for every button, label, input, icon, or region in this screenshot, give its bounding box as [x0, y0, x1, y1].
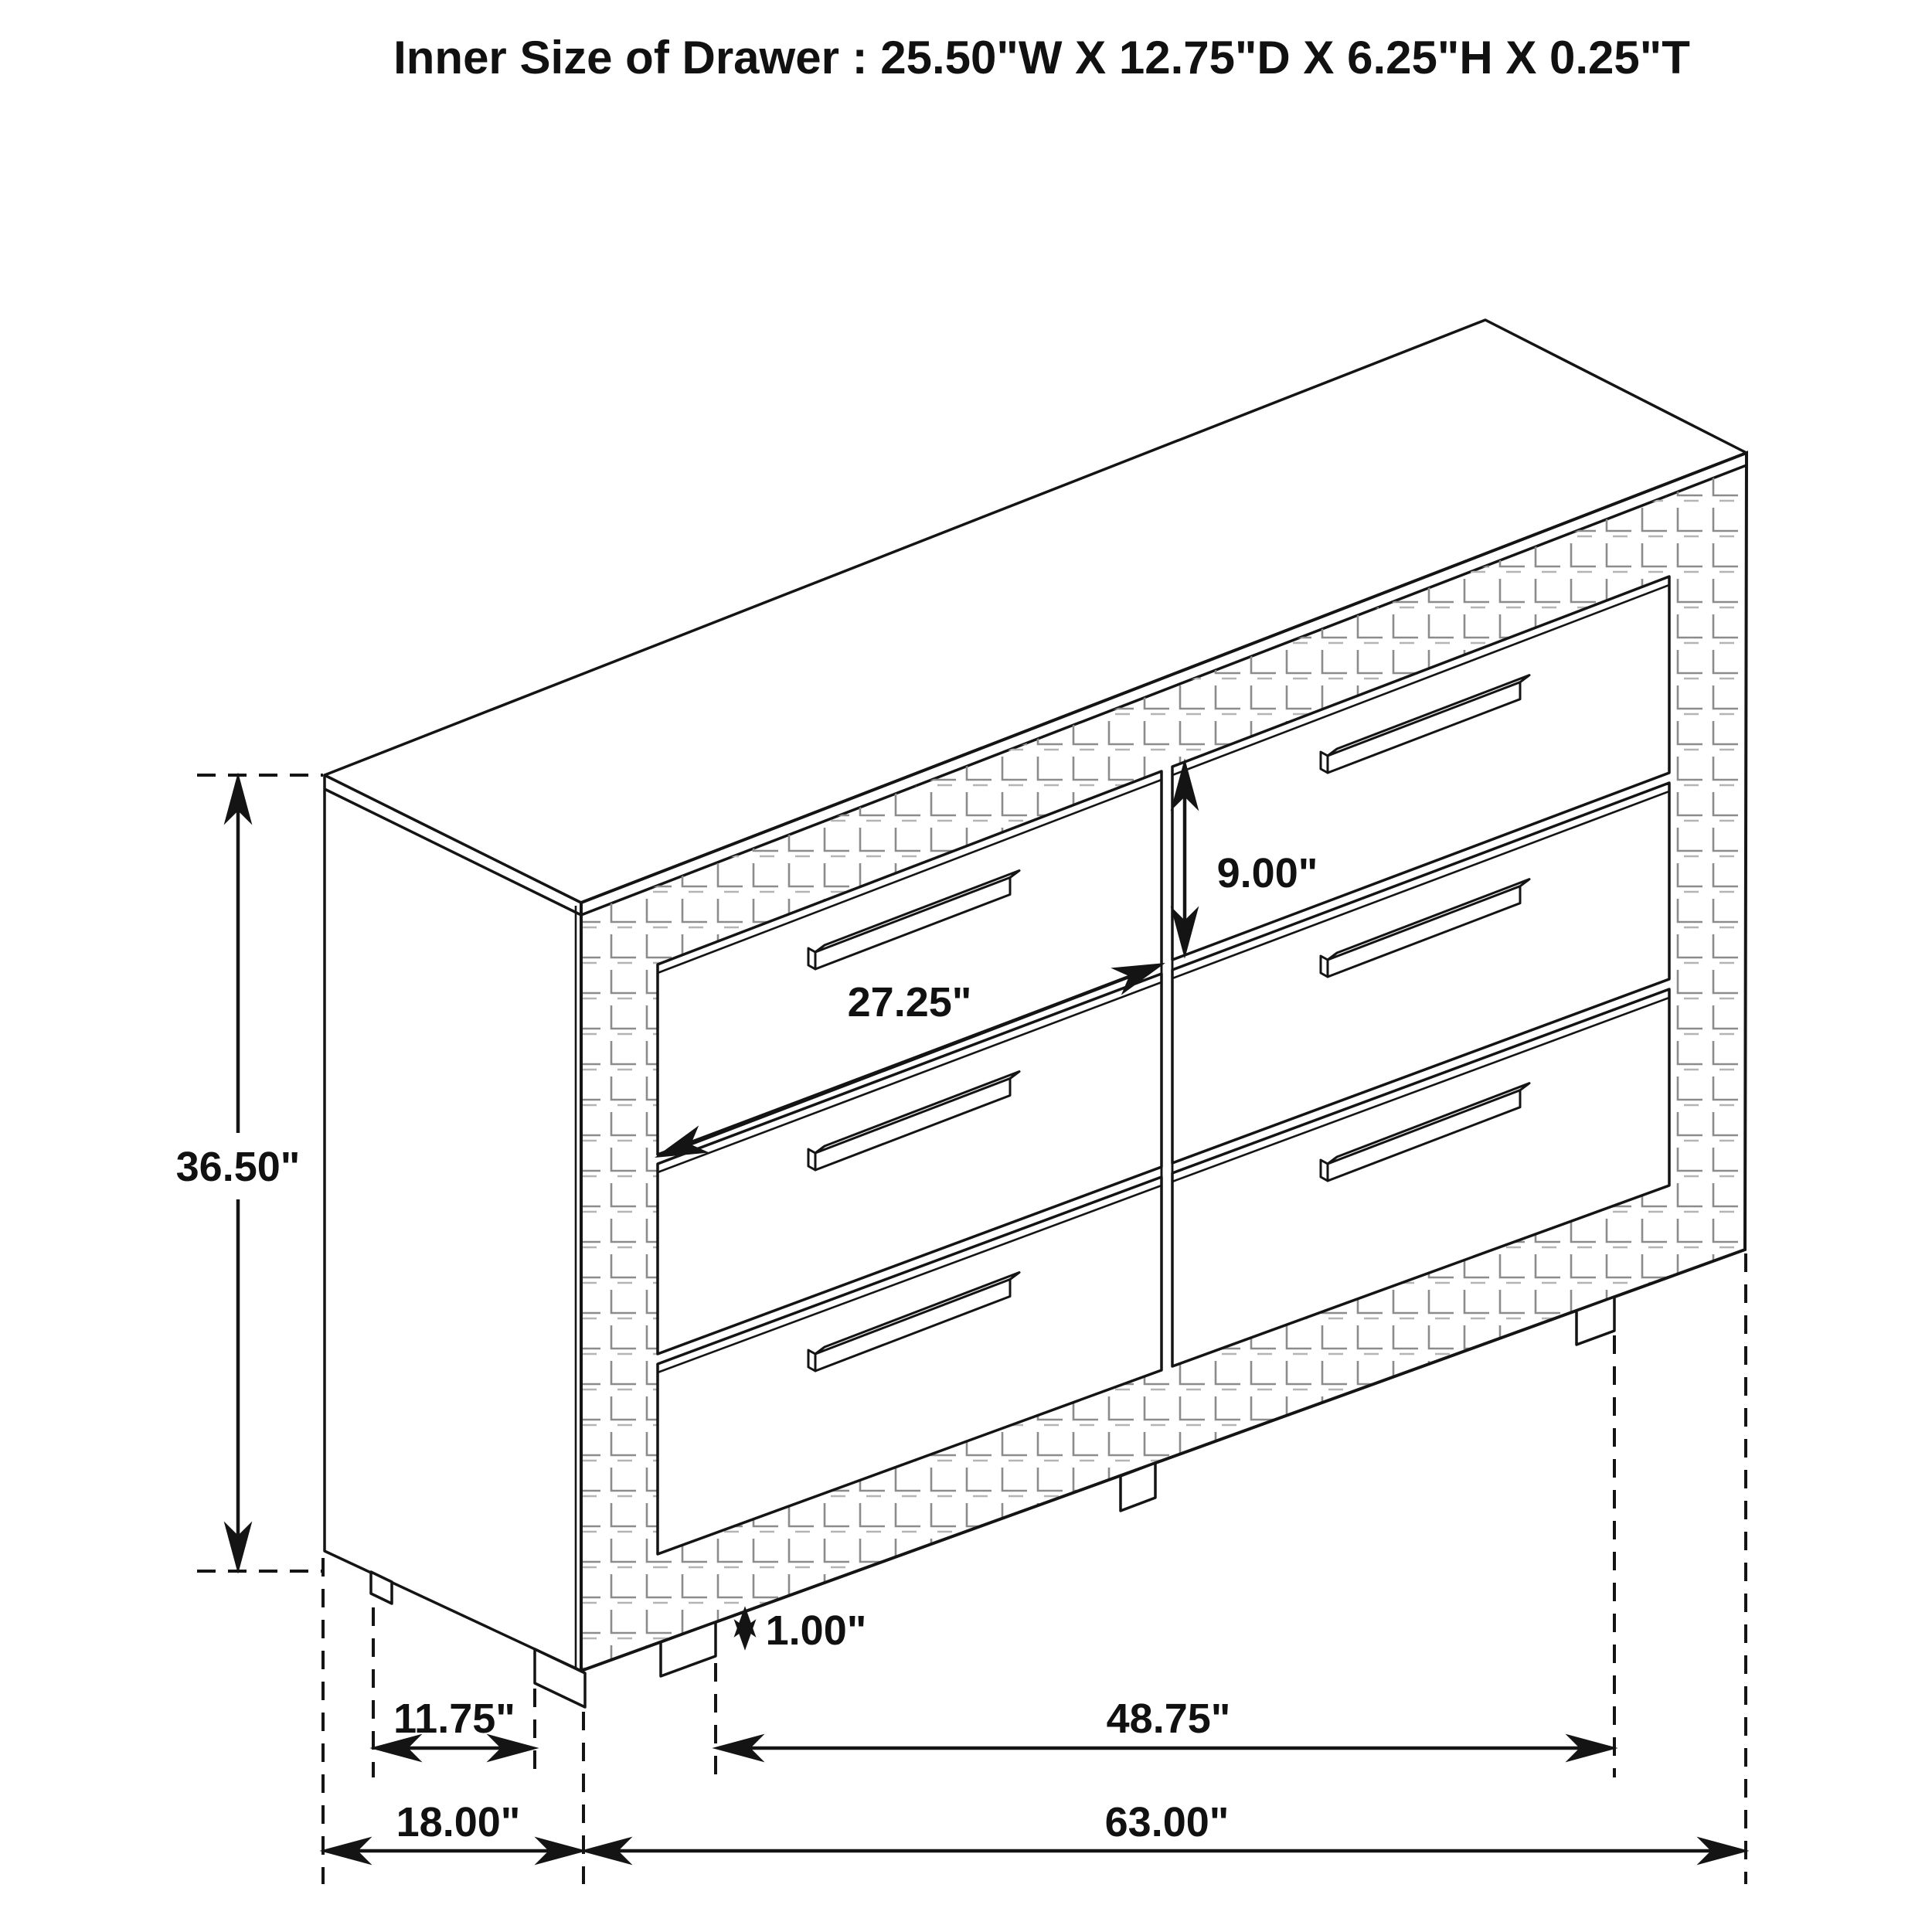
label-front-foot-span: 48.75" — [1106, 1696, 1231, 1742]
label-overall-height: 36.50" — [175, 1144, 301, 1190]
center-divider — [1162, 767, 1172, 1370]
label-drawer-width: 27.25" — [847, 979, 972, 1026]
side-panel — [325, 775, 581, 1671]
label-overall-width: 63.00" — [1104, 1799, 1230, 1845]
label-side-foot-span: 11.75" — [393, 1696, 515, 1742]
label-drawer-height: 9.00" — [1216, 850, 1318, 896]
diagram-title: Inner Size of Drawer : 25.50"W X 12.75"D X 6.25"H X 0.25"T — [393, 32, 1690, 83]
dim-base-clearance — [737, 1611, 753, 1645]
label-base-clearance: 1.00" — [765, 1607, 867, 1654]
label-overall-depth: 18.00" — [396, 1799, 521, 1845]
